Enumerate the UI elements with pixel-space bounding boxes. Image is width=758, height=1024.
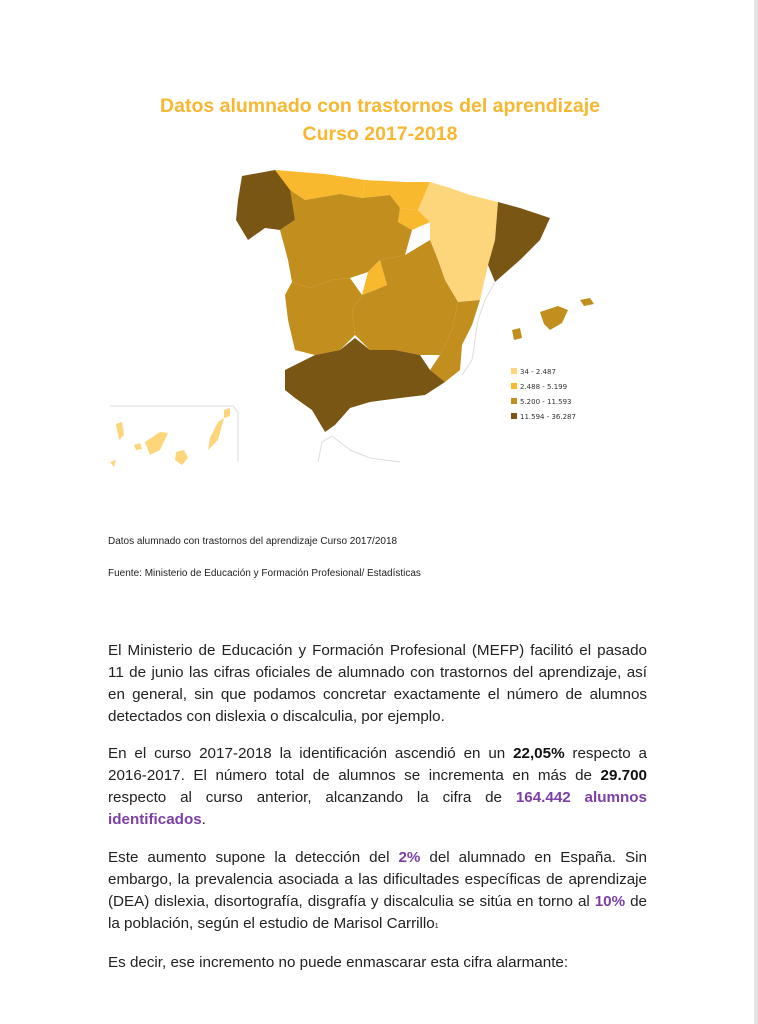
paragraph-3	[108, 847, 647, 938]
map-legend	[511, 368, 576, 421]
p2-total-students: 164.442 alumnos identificados	[108, 789, 647, 828]
document-title	[60, 92, 700, 148]
legend-label-4: 11.594 - 36.287	[520, 413, 576, 421]
paragraph-1: El Ministerio de Educación y Formación Profesional (MEFP) facilitó el pasado 11 de junio las cifras oficiales de alumnado con trastornos del aprendizaje, así en general, sin que podamos concretar exactamente el número de alumnos detectados con dislexia o discalculia, por ejemplo.	[108, 642, 647, 725]
region-baleares	[512, 298, 594, 340]
spain-choropleth-map	[100, 160, 660, 480]
legend-label-3: 5.200 - 11.593	[520, 398, 572, 406]
p3-text-c: del alumnado en España. Sin embargo, la prevalencia asociada a las dificultades específicas de aprendizaje (DEA) dislexia, disortografía, disgrafía y discalculia se sitúa en torno al	[108, 849, 647, 910]
p2-text-a: En el curso 2017-2018 la identificación ascendió en un	[108, 745, 514, 762]
north-africa-outline	[318, 436, 400, 462]
footnote-ref[interactable]: 1	[434, 923, 439, 930]
legend-swatch-1	[511, 368, 517, 374]
p3-text-e: de la población, según el estudio de Marisol Carrillo	[108, 893, 647, 932]
p3-text-a: Este aumento supone la detección del	[108, 849, 399, 866]
p2-text-e: respecto al curso anterior, alcanzando la cifra de	[108, 789, 516, 806]
paragraph-4: Es decir, ese incremento no puede enmascarar esta cifra alarmante:	[108, 954, 569, 971]
legend-swatch-3	[511, 398, 517, 404]
page-edge	[754, 0, 758, 1024]
p2-percentage: 22,05%	[513, 745, 565, 762]
legend-swatch-2	[511, 383, 517, 389]
p2-increase: 29.700	[600, 767, 647, 784]
p2-text-c: respecto a 2016-2017. El número total de alumnos se incrementa en más de	[108, 745, 647, 784]
region-canarias	[110, 408, 230, 467]
region-cataluna	[488, 202, 550, 282]
legend-swatch-4	[511, 413, 517, 419]
p3-detection-rate: 2%	[398, 849, 421, 866]
paragraph-2	[108, 743, 647, 831]
p3-prevalence: 10%	[594, 893, 626, 910]
title-line-2: Curso 2017-2018	[302, 123, 458, 145]
figure-caption: Datos alumnado con trastornos del aprendizaje Curso 2017/2018	[108, 536, 398, 547]
legend-label-2: 2.488 - 5.199	[520, 383, 568, 391]
source-caption: Fuente: Ministerio de Educación y Formación Profesional/ Estadísticas	[108, 568, 421, 579]
title-line-1: Datos alumnado con trastornos del aprendizaje	[160, 95, 600, 117]
p2-text-g: .	[201, 811, 206, 828]
legend-label-1: 34 - 2.487	[520, 368, 556, 376]
